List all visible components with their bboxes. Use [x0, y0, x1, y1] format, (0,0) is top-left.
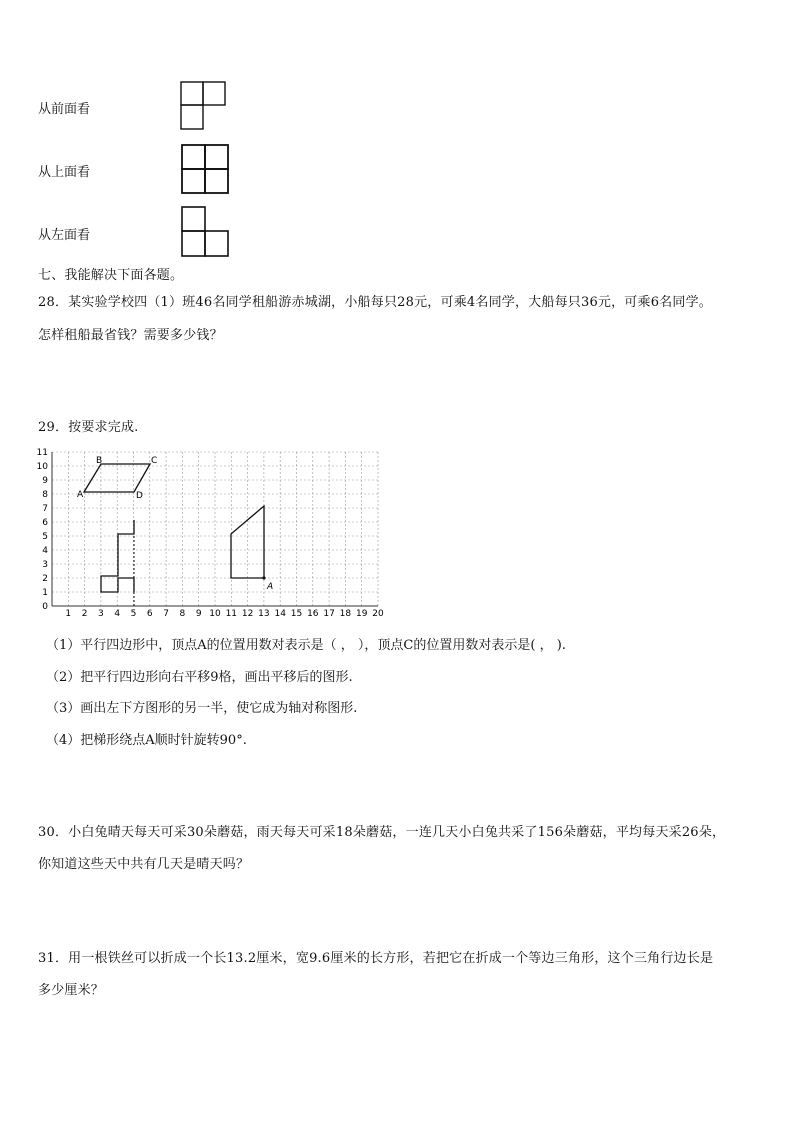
x-tick-label: 11	[225, 609, 238, 619]
top-view-figure	[178, 142, 232, 196]
x-tick-label: 6	[146, 609, 153, 619]
x-tick-label: 9	[195, 609, 202, 619]
x-tick-label: 19	[355, 609, 368, 619]
y-tick-labels	[37, 448, 49, 612]
point-label-c: C	[151, 456, 158, 466]
x-tick-label: 18	[339, 609, 352, 619]
x-tick-label: 14	[274, 609, 286, 619]
point-label-b: B	[96, 456, 103, 466]
x-tick-label: 3	[98, 609, 104, 619]
point-a-marker	[262, 576, 265, 579]
x-tick-label: 5	[130, 609, 137, 619]
half-figure	[101, 520, 134, 592]
x-tick-label: 10	[209, 609, 221, 619]
view-left-label: 从左面看	[38, 228, 91, 243]
view-front-label: 从前面看	[38, 102, 91, 117]
x-tick-label: 1	[65, 609, 72, 619]
x-tick-label: 17	[323, 609, 335, 619]
question-28-line1: 28．某实验学校四（1）班46名同学租船游赤城湖，小船每只28元，可乘4名同学，大船每只36元，可乘6名同学。	[38, 295, 712, 310]
y-tick-label: 2	[42, 574, 48, 584]
question-31-line2: 多少厘米？	[38, 983, 105, 998]
x-tick-labels	[65, 609, 384, 619]
y-tick-label: 10	[36, 462, 48, 472]
section-title: 七、我能解决下面各题。	[38, 268, 184, 283]
front-view-figure	[178, 80, 230, 132]
question-29-item3: （3）画出左下方图形的另一半，使它成为轴对称图形.	[46, 701, 358, 716]
coordinate-grid	[34, 448, 384, 620]
point-label-a2: A	[267, 582, 274, 592]
x-tick-label: 8	[179, 609, 186, 619]
x-tick-label: 12	[241, 609, 254, 619]
y-tick-label: 9	[42, 476, 48, 486]
y-tick-label: 3	[42, 560, 48, 570]
question-29-item1: （1）平行四边形中，顶点A的位置用数对表示是（ ， ），顶点C的位置用数对表示是( ， ).	[46, 638, 566, 653]
question-30-line2: 你知道这些天中共有几天是晴天吗？	[38, 857, 250, 872]
question-28-line2: 怎样租船最省钱？需要多少钱？	[38, 328, 223, 343]
x-tick-label: 7	[163, 609, 169, 619]
point-label-d: D	[136, 491, 143, 501]
y-tick-label: 5	[42, 532, 48, 542]
x-tick-label: 13	[258, 609, 270, 619]
view-top-label: 从上面看	[38, 165, 91, 180]
question-29-item2: （2）把平行四边形向右平移9格，画出平移后的图形.	[46, 670, 353, 685]
x-tick-label: 2	[81, 609, 88, 619]
x-tick-label: 20	[372, 609, 384, 619]
y-tick-label: 8	[42, 490, 48, 500]
y-tick-label: 7	[42, 504, 48, 514]
y-tick-label: 11	[36, 448, 48, 458]
x-tick-label: 4	[114, 609, 121, 619]
left-view-figure	[178, 205, 232, 259]
y-tick-label: 1	[42, 588, 48, 598]
y-tick-label: 6	[42, 518, 48, 528]
question-30-line1: 30．小白兔晴天每天可采30朵蘑菇，雨天每天可采18朵蘑菇，一连几天小白兔共采了156朵蘑菇，平均每天采26朵，	[38, 825, 726, 840]
x-tick-label: 16	[307, 609, 319, 619]
point-label-a: A	[77, 490, 84, 500]
question-31-line1: 31．用一根铁丝可以折成一个长13.2厘米，宽9.6厘米的长方形，若把它在折成一个等边三角形，这个三角行边长是	[38, 951, 714, 966]
y-tick-label: 4	[42, 546, 48, 556]
question-29-title: 29．按要求完成.	[38, 420, 139, 435]
y-tick-label: 0	[42, 602, 48, 612]
x-tick-label: 15	[290, 609, 303, 619]
question-29-item4: （4）把梯形绕点A顺时针旋转90°.	[46, 733, 247, 748]
